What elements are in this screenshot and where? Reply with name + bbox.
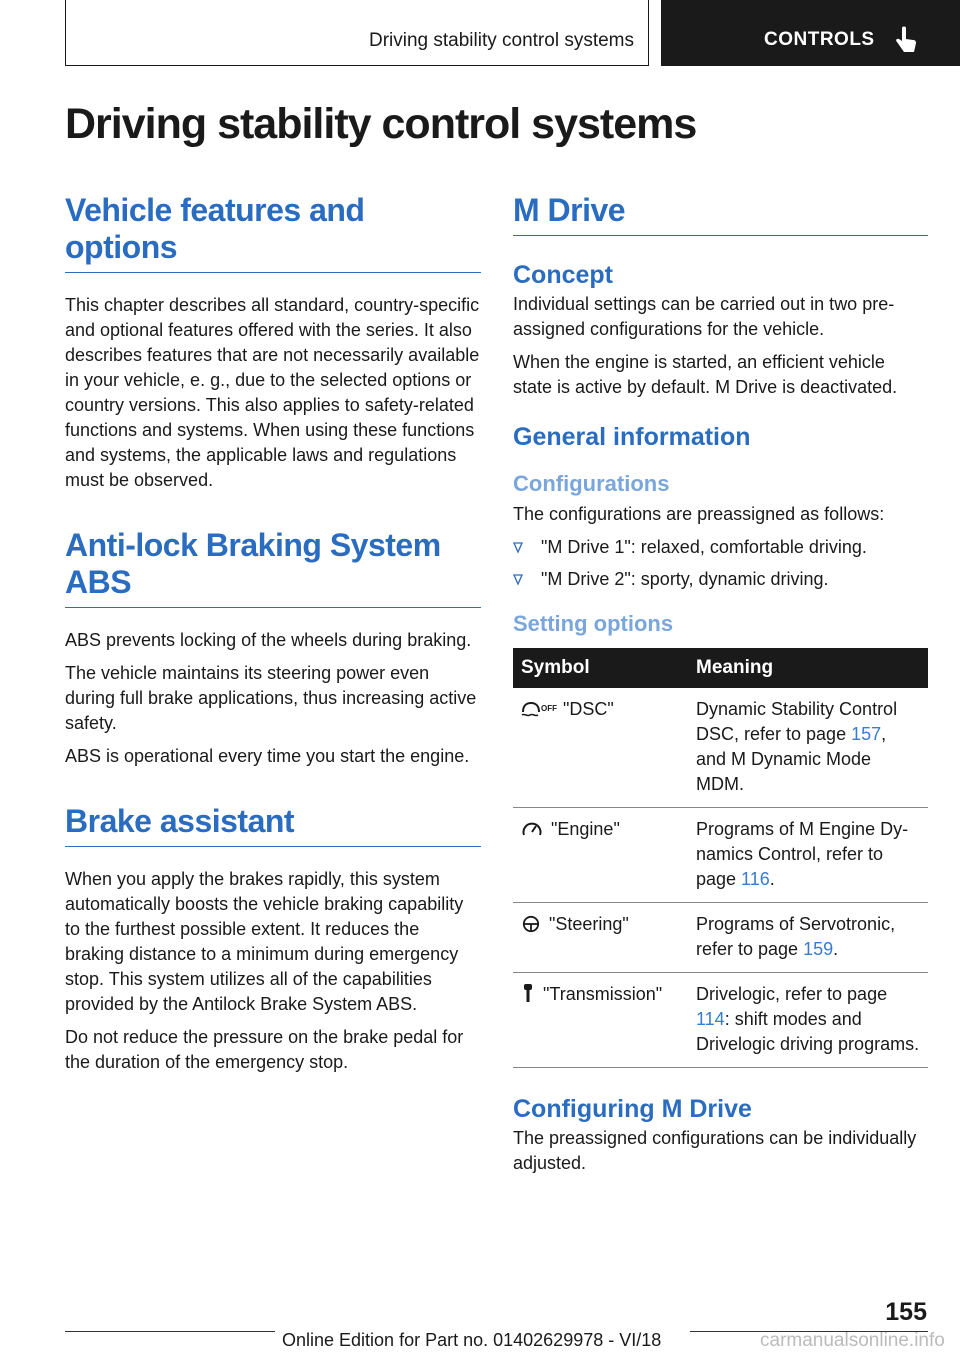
watermark: carmanualsonline.info [760, 1330, 945, 1351]
page-link[interactable]: 157 [851, 724, 882, 744]
engine-gauge-icon [521, 820, 543, 838]
meaning-text: . [833, 939, 839, 959]
page-link[interactable]: 159 [803, 939, 834, 959]
svg-text:OFF: OFF [541, 704, 557, 713]
list-item-text: "M Drive 2": sporty, dynamic driving. [541, 569, 829, 589]
footer-rule-left [65, 1331, 275, 1332]
steering-wheel-icon [521, 915, 541, 933]
heading-brake-assistant: Brake assistant [65, 803, 481, 847]
symbol-cell [513, 903, 688, 973]
symbol-label: "Engine" [551, 819, 620, 839]
section-brake-assistant [65, 803, 481, 1075]
symbol-label: "Transmission" [543, 984, 663, 1004]
table-row [513, 973, 928, 1068]
column-header-symbol: Symbol [513, 648, 688, 688]
setting-options-table [513, 648, 928, 1068]
header-section-box [65, 0, 649, 66]
column-header-meaning: Meaning [688, 648, 928, 688]
paragraph-abs-1: ABS prevents locking of the wheels during braking. [65, 630, 472, 650]
page-title: Driving stability control systems [65, 100, 697, 148]
gear-lever-icon [521, 983, 535, 1003]
heading-configuring-m-drive: Configuring M Drive [513, 1095, 752, 1123]
hand-pointer-icon [893, 26, 919, 56]
heading-concept: Concept [513, 261, 613, 289]
paragraph-configuring: The preassigned configurations can be individually adjusted. [513, 1128, 917, 1173]
list-item [513, 567, 928, 592]
left-column [65, 192, 481, 1083]
table-row [513, 808, 928, 903]
symbol-cell [513, 688, 688, 808]
header-section-title: Driving stability control systems [368, 30, 634, 51]
heading-abs: Anti-lock Braking System ABS [65, 527, 481, 608]
paragraph-concept-2: When the engine is started, an efficient vehicle state is active by default. M Drive is deactivated. [513, 352, 898, 397]
header-chapter-title: CONTROLS [764, 29, 875, 50]
paragraph-brake-assistant-1: When you apply the brakes rapidly, this system automatically boosts the vehicle braking capability to the furthest possible extent. It reduces the braking distance to a minimum during emergency stop. This system utilizes all of the capabilities provided by the Antilock Brake System ABS. [65, 869, 464, 1014]
paragraph-concept-1: Individual settings can be carried out in two preassigned configurations for the vehicle. [513, 294, 895, 339]
table-row [513, 688, 928, 808]
dsc-off-icon [521, 700, 555, 718]
list-item-text: "M Drive 1": relaxed, comfortable driving. [541, 537, 867, 557]
footer-edition: Online Edition for Part no. 01402629978 - VI/18 [282, 1330, 662, 1350]
list-item [513, 535, 928, 560]
paragraph-abs-3: ABS is operational every time you start the engine. [65, 746, 470, 766]
section-abs [65, 527, 481, 769]
table-row [513, 903, 928, 973]
section-vehicle-features [65, 192, 481, 493]
page-link[interactable]: 116 [741, 869, 770, 889]
meaning-cell [688, 903, 928, 973]
heading-m-drive: M Drive [513, 192, 928, 236]
page-link[interactable]: 114 [696, 1009, 725, 1029]
paragraph-brake-assistant-2: Do not reduce the pressure on the brake pedal for the duration of the emergency stop. [65, 1027, 464, 1072]
meaning-cell [688, 688, 928, 808]
paragraph-vehicle-features: This chapter describes all standard, country-specific and optional features offered with the series. It also describes features that are not necessarily available in your vehicle, e. g., due to the selected options or country versions. This also applies to safety-related functions and systems. When using these functions and systems, the applicable laws and regulations must be observed. [65, 295, 480, 490]
meaning-text: Programs of Servotronic, refer to page [696, 914, 896, 959]
triangle-bullet-icon [513, 542, 523, 553]
header-chapter-box [661, 0, 960, 66]
meaning-text: Programs of M Engine Dynamics Control, refer to page [696, 819, 909, 889]
symbol-cell [513, 808, 688, 903]
paragraph-configurations-intro: The configurations are preassigned as follows: [513, 504, 885, 524]
meaning-text: : shift modes and Drivelogic driving programs. [696, 1009, 920, 1054]
symbol-label: "DSC" [563, 699, 614, 719]
right-column [513, 192, 928, 1184]
meaning-cell [688, 973, 928, 1068]
meaning-text: , and M Dynamic Mode MDM. [696, 724, 887, 794]
meaning-text: Dynamic Stability Control DSC, refer to page [696, 699, 898, 744]
symbol-cell [513, 973, 688, 1068]
heading-setting-options: Setting options [513, 611, 674, 636]
meaning-cell [688, 808, 928, 903]
page-number: 155 [885, 1298, 927, 1326]
heading-configurations: Configurations [513, 471, 670, 496]
symbol-label: "Steering" [549, 914, 629, 934]
meaning-text: Drivelogic, refer to page [696, 984, 888, 1004]
triangle-bullet-icon [513, 574, 523, 585]
heading-general-information: General information [513, 423, 751, 451]
table-header-row [513, 648, 928, 688]
heading-vehicle-features: Vehicle features and options [65, 192, 481, 273]
paragraph-abs-2: The vehicle maintains its steering power even during full brake applications, thus increasing active safety. [65, 663, 477, 733]
configurations-list [513, 535, 928, 592]
meaning-text: . [769, 869, 775, 889]
